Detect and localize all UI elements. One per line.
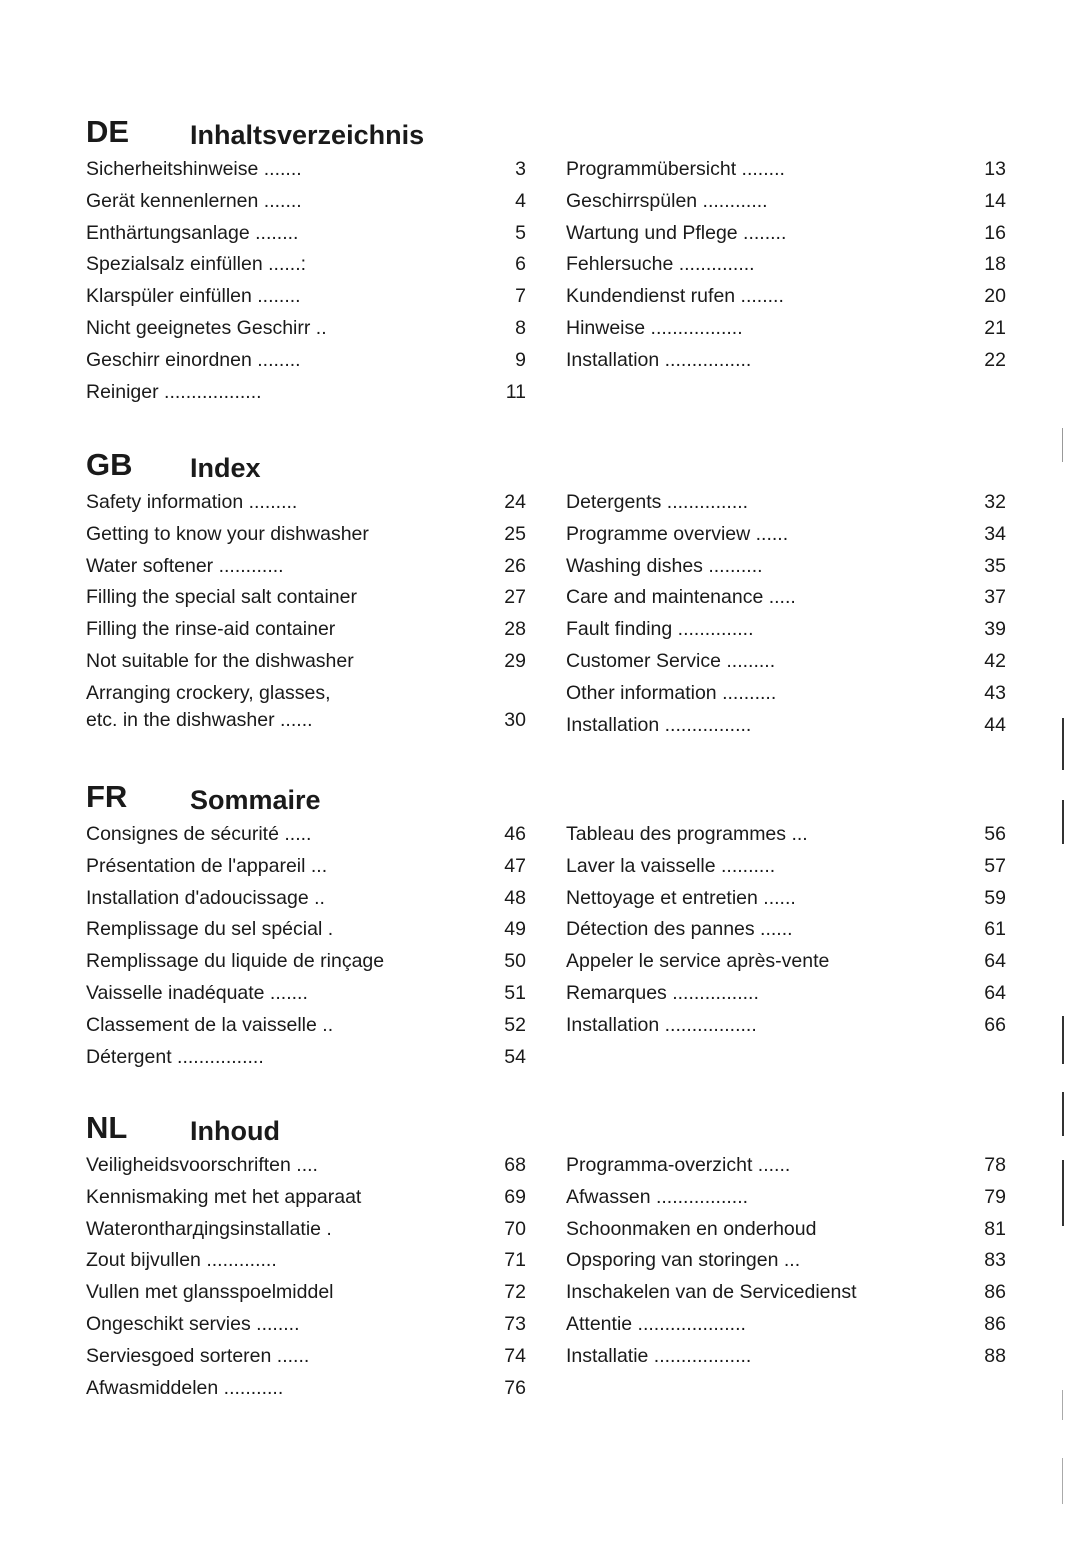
entry-label: Veiligheidsvoorschriften .... [86, 1154, 318, 1176]
entry-page: 30 [504, 708, 526, 731]
entry-page: 70 [504, 1217, 526, 1240]
toc-entry[interactable] [566, 819, 1006, 851]
toc-entry[interactable] [566, 313, 1006, 345]
entry-label: Consignes de sécurité ..... [86, 823, 312, 845]
entry-page: 39 [984, 618, 1006, 641]
toc-column-left [86, 487, 526, 737]
toc-entry[interactable] [86, 345, 526, 377]
toc-entry[interactable] [566, 249, 1006, 281]
entry-page: 61 [984, 918, 1006, 941]
toc-entry[interactable] [566, 281, 1006, 313]
entry-page: 34 [984, 522, 1006, 545]
entry-label: Attentie .................... [566, 1312, 746, 1335]
entry-page: 56 [984, 823, 1006, 845]
entry-label: Reiniger .................. [86, 380, 262, 403]
scan-artifact [1062, 1458, 1063, 1504]
entry-page: 21 [984, 316, 1006, 339]
entry-page: 16 [984, 221, 1006, 244]
entry-page: 27 [504, 586, 526, 609]
toc-entry[interactable] [86, 851, 526, 883]
toc-entry[interactable] [86, 281, 526, 313]
toc-entry[interactable] [86, 1309, 526, 1341]
toc-entry[interactable] [86, 551, 526, 583]
entry-page: 47 [504, 854, 526, 877]
toc-entry[interactable] [86, 678, 526, 737]
toc-entry[interactable] [86, 883, 526, 915]
entry-page: 11 [505, 380, 526, 403]
entry-page: 68 [504, 1154, 526, 1176]
entry-page: 18 [984, 253, 1006, 276]
toc-entry[interactable] [566, 646, 1006, 678]
entry-label: Filling the rinse-aid container [86, 618, 336, 641]
entry-label: Safety information ......... [86, 491, 298, 513]
entry-label: Detergents ............... [566, 491, 749, 513]
toc-entry[interactable] [566, 186, 1006, 218]
toc-entry[interactable] [566, 614, 1006, 646]
entry-page: 83 [984, 1249, 1006, 1272]
entry-page: 86 [984, 1281, 1006, 1304]
entry-page: 24 [504, 491, 526, 513]
entry-label: Hinweise ................. [566, 316, 743, 339]
toc-entry[interactable] [86, 1277, 526, 1309]
toc-entry[interactable] [86, 1042, 526, 1074]
section-gb [86, 447, 1006, 736]
entry-label: Vaisselle inadéquate ....... [86, 981, 308, 1004]
entry-label: Installation ................. [566, 1013, 757, 1036]
entry-page: 9 [515, 348, 526, 371]
toc-entry[interactable] [86, 377, 526, 409]
entry-label: Geschirr einordnen ........ [86, 348, 301, 371]
toc-entry[interactable] [86, 186, 526, 218]
entry-label: Nicht geeignetes Geschirr .. [86, 316, 327, 339]
entry-page: 22 [984, 348, 1006, 371]
toc-entry[interactable] [566, 1245, 1006, 1277]
entry-page: 29 [504, 649, 526, 672]
entry-label: Remplissage du sel spécial . [86, 918, 334, 941]
toc-column-right [566, 154, 1006, 377]
section-title: Index [190, 453, 261, 483]
entry-label: Filling the special salt container [86, 586, 357, 609]
toc-entry[interactable] [566, 487, 1006, 519]
entry-page: 79 [984, 1185, 1006, 1208]
scan-artifact [1062, 1092, 1064, 1136]
toc-entry[interactable] [86, 519, 526, 551]
scan-artifact [1062, 800, 1064, 844]
toc-entry[interactable] [566, 551, 1006, 583]
language-code: DE [86, 114, 130, 149]
section-fr [86, 779, 1006, 1068]
section-header [86, 779, 1006, 819]
section-de [86, 114, 1006, 403]
section-title: Inhaltsverzeichnis [190, 120, 425, 150]
entry-page: 48 [504, 886, 526, 909]
scan-artifact [1062, 428, 1063, 462]
scan-artifact [1062, 1390, 1063, 1420]
entry-page: 8 [515, 316, 526, 339]
entry-label: Zout bijvullen ............. [86, 1249, 277, 1272]
entry-label: Geschirrspülen ............ [566, 189, 768, 212]
toc-entry[interactable] [86, 614, 526, 646]
entry-label: Installation d'adoucissage .. [86, 886, 325, 909]
toc-entry[interactable] [566, 519, 1006, 551]
toc-entry[interactable] [566, 710, 1006, 742]
entry-label: Afwassen ................. [566, 1185, 749, 1208]
entry-label: Schoonmaken en onderhoud [566, 1217, 817, 1240]
entry-page: 44 [984, 713, 1006, 736]
scan-artifact [1062, 1016, 1064, 1064]
entry-page: 35 [984, 554, 1006, 577]
entry-label: Programme overview ...... [566, 522, 789, 545]
entry-label: Water softener ............ [86, 554, 284, 577]
entry-label: Remplissage du liquide de rinçage [86, 950, 385, 973]
toc-entry[interactable] [86, 582, 526, 614]
toc-entry[interactable] [566, 1277, 1006, 1309]
entry-page: 74 [504, 1344, 526, 1367]
entry-page: 86 [984, 1312, 1006, 1335]
entry-page: 66 [984, 1013, 1006, 1036]
toc-entry[interactable] [566, 883, 1006, 915]
entry-label: Programmübersicht ........ [566, 158, 785, 180]
entry-page: 78 [984, 1154, 1006, 1176]
entry-label: Installation ................ [566, 348, 752, 371]
section-header [86, 114, 1006, 154]
toc-entry[interactable] [86, 946, 526, 978]
entry-label: Détection des pannes ...... [566, 918, 793, 941]
entry-label: Care and maintenance ..... [566, 586, 796, 609]
entry-label: Nettoyage et entretien ...... [566, 886, 796, 909]
entry-label: Klarspüler einfüllen ........ [86, 285, 301, 308]
toc-entry[interactable] [86, 218, 526, 250]
section-title: Inhoud [190, 1116, 280, 1146]
toc-entry[interactable] [566, 1214, 1006, 1246]
entry-label: Appeler le service après-vente [566, 950, 830, 973]
toc-column-left [86, 1150, 526, 1404]
entry-page: 43 [984, 681, 1006, 704]
entry-page: 37 [984, 586, 1006, 609]
entry-label: Waterontharдingsinstallatie . [86, 1217, 332, 1240]
entry-label: Fehlersuche .............. [566, 253, 755, 276]
toc-entry[interactable] [566, 345, 1006, 377]
toc-entry[interactable] [86, 1214, 526, 1246]
section-nl [86, 1110, 1006, 1399]
toc-entry[interactable] [86, 914, 526, 946]
scan-artifact [1062, 1160, 1064, 1226]
entry-page: 52 [504, 1013, 526, 1036]
entry-label: Getting to know your dishwasher [86, 522, 369, 545]
entry-page: 72 [504, 1281, 526, 1304]
entry-label: Spezialsalz einfüllen ......: [86, 253, 307, 276]
entry-page: 20 [984, 285, 1006, 308]
entry-label: Installation ................ [566, 713, 752, 736]
toc-entry[interactable] [566, 218, 1006, 250]
entry-page: 13 [984, 158, 1006, 180]
entry-label: Ongeschikt servies ........ [86, 1312, 300, 1335]
toc-entry[interactable] [566, 1150, 1006, 1182]
toc-entry[interactable] [86, 1373, 526, 1405]
entry-label: Washing dishes .......... [566, 554, 763, 577]
entry-page: 69 [504, 1185, 526, 1208]
entry-label: Classement de la vaisselle .. [86, 1013, 334, 1036]
entry-page: 25 [504, 522, 526, 545]
toc-entry[interactable] [86, 249, 526, 281]
language-code: NL [86, 1110, 128, 1145]
entry-page: 42 [984, 649, 1006, 672]
entry-page: 4 [515, 189, 526, 212]
entry-label: Remarques ................ [566, 981, 759, 1004]
toc-entry[interactable] [86, 154, 526, 186]
entry-label: Laver la vaisselle .......... [566, 854, 776, 877]
scan-artifact [1062, 718, 1064, 770]
entry-label: Customer Service ......... [566, 649, 776, 672]
entry-page: 64 [984, 950, 1006, 973]
toc-entry[interactable] [566, 946, 1006, 978]
toc-column-left [86, 819, 526, 1073]
entry-label: Tableau des programmes ... [566, 823, 808, 845]
toc-entry[interactable] [86, 1010, 526, 1042]
toc-entry[interactable] [566, 1341, 1006, 1373]
entry-page: 46 [504, 823, 526, 845]
toc-entry[interactable] [566, 1309, 1006, 1341]
language-code: FR [86, 779, 128, 814]
toc-entry[interactable] [86, 1150, 526, 1182]
entry-label: Inschakelen van de Servicedienst [566, 1281, 857, 1304]
language-code: GB [86, 447, 133, 482]
entry-label: Programma-overzicht ...... [566, 1154, 791, 1176]
entry-page: 51 [504, 981, 526, 1004]
entry-label: Kundendienst rufen ........ [566, 285, 784, 308]
toc-entry[interactable] [86, 819, 526, 851]
entry-label: Opsporing van storingen ... [566, 1249, 801, 1272]
entry-page: 3 [515, 158, 526, 180]
entry-page: 76 [504, 1376, 526, 1399]
toc-column-right [566, 487, 1006, 741]
toc-entry[interactable] [566, 851, 1006, 883]
entry-page: 26 [504, 554, 526, 577]
entry-page: 73 [504, 1312, 526, 1335]
entry-label: Détergent ................ [86, 1045, 264, 1068]
toc-entry[interactable] [86, 1341, 526, 1373]
entry-page: 50 [504, 950, 526, 973]
toc-entry[interactable] [566, 978, 1006, 1010]
toc-entry[interactable] [86, 978, 526, 1010]
entry-label: Wartung und Pflege ........ [566, 221, 787, 244]
entry-page: 59 [984, 886, 1006, 909]
entry-page: 64 [984, 981, 1006, 1004]
toc-entry[interactable] [86, 1245, 526, 1277]
toc-entry[interactable] [566, 1010, 1006, 1042]
entry-label: Serviesgoed sorteren ...... [86, 1344, 310, 1367]
entry-page: 49 [504, 918, 526, 941]
entry-label: Présentation de l'appareil ... [86, 854, 328, 877]
entry-page: 32 [984, 491, 1006, 513]
toc-entry[interactable] [566, 582, 1006, 614]
entry-label: Sicherheitshinweise ....... [86, 158, 302, 180]
toc-entry[interactable] [86, 1182, 526, 1214]
entry-page: 28 [504, 618, 526, 641]
toc-entry[interactable] [86, 487, 526, 519]
entry-page: 88 [984, 1344, 1006, 1367]
entry-page: 6 [515, 253, 526, 276]
entry-label: Enthärtungsanlage ........ [86, 221, 299, 244]
entry-page: 57 [984, 854, 1006, 877]
section-title: Sommaire [190, 785, 321, 815]
entry-page: 71 [504, 1249, 526, 1272]
entry-label: Arranging crockery, glasses, etc. in the dishwasher ...... [86, 681, 331, 731]
entry-page: 7 [515, 285, 526, 308]
entry-label: Installatie .................. [566, 1344, 752, 1367]
entry-label: Gerät kennenlernen ....... [86, 189, 302, 212]
toc-entry[interactable] [566, 914, 1006, 946]
toc-entry[interactable] [86, 646, 526, 678]
section-header [86, 1110, 1006, 1150]
entry-page: 81 [984, 1217, 1006, 1240]
toc-column-left [86, 154, 526, 408]
entry-page: 14 [984, 189, 1006, 212]
toc-column-right [566, 819, 1006, 1042]
entry-label: Kennismaking met het apparaat [86, 1185, 362, 1208]
toc-entry[interactable] [566, 154, 1006, 186]
toc-entry[interactable] [566, 1182, 1006, 1214]
entry-label: Not suitable for the dishwasher [86, 649, 354, 672]
entry-page: 5 [515, 221, 526, 244]
toc-entry[interactable] [86, 313, 526, 345]
section-header [86, 447, 1006, 487]
entry-label: Other information .......... [566, 681, 777, 704]
toc-column-right [566, 1150, 1006, 1373]
entry-label: Afwasmiddelen ........... [86, 1376, 284, 1399]
entry-label: Fault finding .............. [566, 618, 754, 641]
toc-entry[interactable] [566, 678, 1006, 710]
entry-label: Vullen met glansspoelmiddel [86, 1281, 334, 1304]
entry-page: 54 [504, 1045, 526, 1068]
